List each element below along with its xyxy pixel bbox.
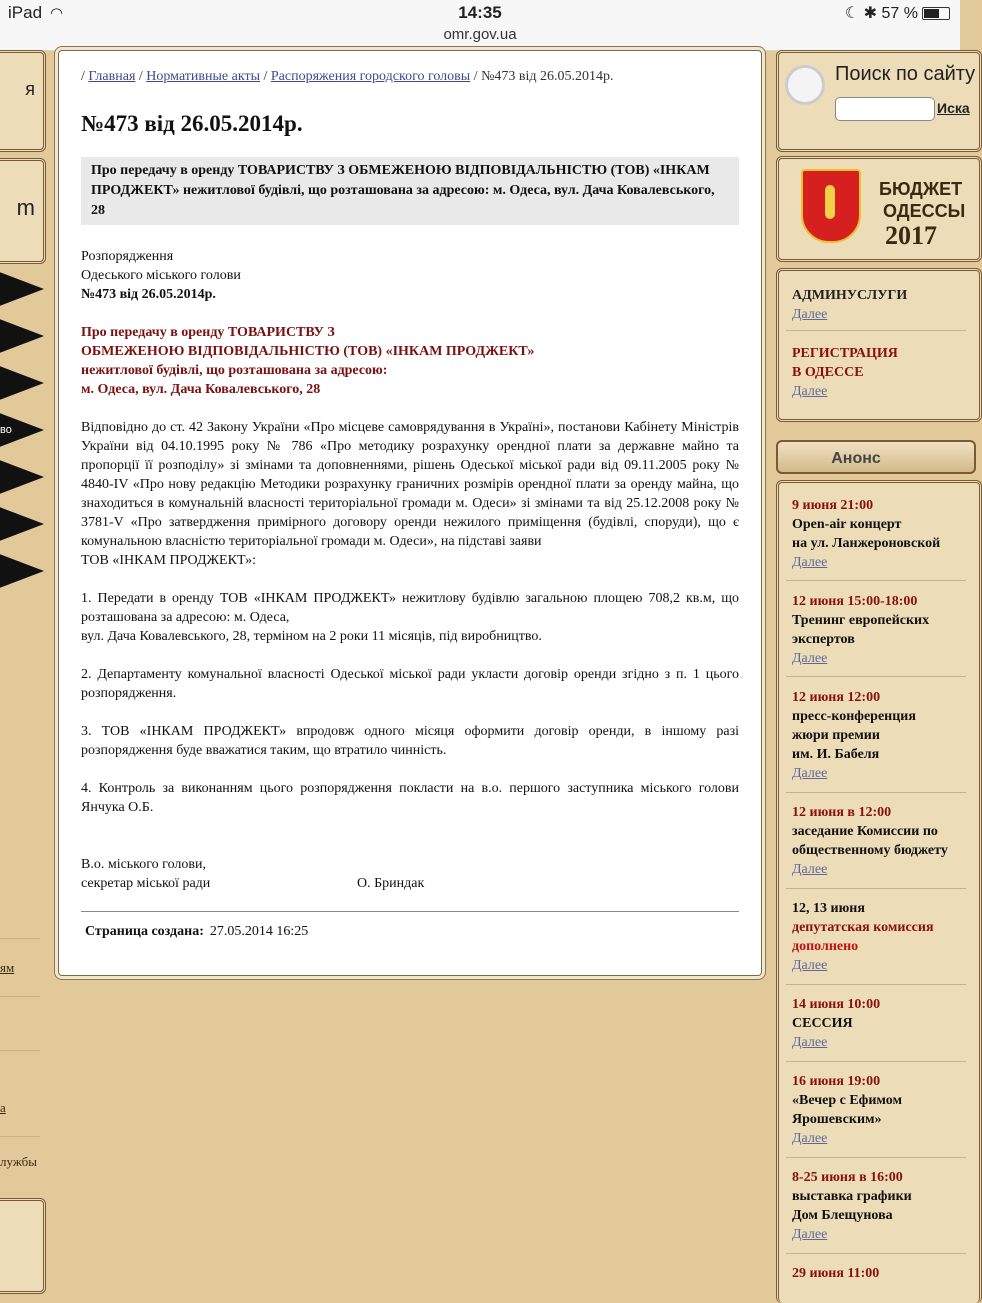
event-item[interactable] <box>792 688 972 783</box>
left-banner-1-text: я <box>25 79 35 99</box>
event-text: Тренинг европейских <box>792 613 930 628</box>
doc-heading-line: ОБМЕЖЕНОЮ ВІДПОВІДАЛЬНІСТЮ (ТОВ) «ІНКАМ ПРОДЖЕКТ» <box>81 344 535 359</box>
event-item[interactable] <box>792 1072 972 1148</box>
event-item[interactable] <box>792 899 972 975</box>
event-text: пресс-конференция <box>792 709 916 724</box>
address-bar-url[interactable]: omr.gov.ua <box>443 26 517 43</box>
doc-heading-line: нежитлової будівлі, що розташована за адресою: <box>81 363 388 378</box>
event-date: 8-25 июня в 16:00 <box>792 1170 903 1185</box>
doc-heading-line: м. Одеса, вул. Дача Ковалевського, 28 <box>81 382 321 397</box>
clock: 14:35 <box>458 3 502 22</box>
doc-item-3: 3. ТОВ «ІНКАМ ПРОДЖЕКТ» впродовж одного місяця оформити договір оренди, в іншому разі розпорядження буде вважатися таким, що втратило чинність. <box>81 724 739 758</box>
search-title: Поиск по сайту <box>835 63 976 85</box>
service-title: АДМИНУСЛУГИ <box>792 288 908 303</box>
left-link-3[interactable]: лужбы <box>0 1154 37 1169</box>
event-more-link[interactable]: Далее <box>792 766 828 781</box>
created-value: 27.05.2014 16:25 <box>209 924 309 939</box>
divider <box>786 1157 966 1158</box>
doc-item-4: 4. Контроль за виконанням цього розпорядження покласти на в.о. першого заступника міського голови Янчука О.Б. <box>81 781 739 815</box>
breadcrumb-normative-acts[interactable]: Нормативные акты <box>146 69 260 84</box>
event-date: 29 июня 11:00 <box>792 1266 880 1281</box>
left-banner-2[interactable] <box>0 158 46 264</box>
menu-arrow-6[interactable] <box>0 505 44 543</box>
signer-name: О. Бриндак <box>357 876 425 891</box>
status-right: ☾ ✱ 57 % <box>845 3 950 23</box>
event-date: 12 июня 12:00 <box>792 690 881 705</box>
event-text: им. И. Бабеля <box>792 747 880 762</box>
doc-number: №473 від 26.05.2014р. <box>81 287 216 302</box>
event-text: на ул. Ланжероновской <box>792 536 941 551</box>
event-text: заседание Комиссии по <box>792 824 938 839</box>
left-divider <box>0 996 40 997</box>
service-title: РЕГИСТРАЦИЯ <box>792 346 898 361</box>
doc-preamble-tail: ТОВ «ІНКАМ ПРОДЖЕКТ»: <box>81 553 257 568</box>
event-text: общественному бюджету <box>792 843 948 858</box>
right-sidebar <box>772 50 976 1281</box>
left-divider <box>0 1136 40 1137</box>
divider <box>786 1253 966 1254</box>
event-more-link[interactable]: Далее <box>792 555 828 570</box>
odessa-coat-of-arms-icon <box>801 169 861 243</box>
menu-arrow-2[interactable] <box>0 317 44 355</box>
divider <box>786 1061 966 1062</box>
divider <box>786 676 966 677</box>
left-sidebar <box>0 50 48 1280</box>
event-date: 16 июня 19:00 <box>792 1074 881 1089</box>
created-label: Страница создана: <box>85 924 204 939</box>
event-date: 9 июня 21:00 <box>792 498 874 513</box>
wifi-icon: ◠ <box>50 5 64 22</box>
service-adminuslugi[interactable] <box>792 286 907 324</box>
service-registration[interactable] <box>792 344 898 401</box>
divider <box>786 792 966 793</box>
event-date: 12 июня в 12:00 <box>792 805 892 820</box>
divider <box>786 888 966 889</box>
event-text: СЕССИЯ <box>792 1016 853 1031</box>
event-text: экспертов <box>792 632 855 647</box>
page-created <box>81 924 739 940</box>
breadcrumb-home[interactable]: Главная <box>88 69 136 84</box>
divider <box>786 330 966 331</box>
event-more-link[interactable]: Далее <box>792 958 828 973</box>
event-date: 12 июня 15:00-18:00 <box>792 594 918 609</box>
event-text: Open-air концерт <box>792 517 902 532</box>
event-text: Ярошевским» <box>792 1112 882 1127</box>
doc-head-line: Розпорядження <box>81 249 174 264</box>
battery-icon <box>922 7 950 20</box>
event-item[interactable] <box>792 1264 972 1283</box>
search-icon <box>785 65 825 105</box>
divider <box>786 984 966 985</box>
left-banner-2-text: m <box>16 195 35 220</box>
breadcrumb-current: №473 від 26.05.2014р. <box>481 69 614 84</box>
doc-item-1b: вул. Дача Ковалевського, 28, терміном на 2 роки 11 місяців, під виробництво. <box>81 629 542 644</box>
search-input[interactable] <box>835 97 935 121</box>
left-divider <box>0 938 40 939</box>
left-banner-3[interactable] <box>0 1198 46 1294</box>
event-more-link[interactable]: Далее <box>792 1131 828 1146</box>
service-title-2: В ОДЕССЕ <box>792 365 864 380</box>
event-text: Дом Блещунова <box>792 1208 893 1223</box>
document-body <box>81 247 739 893</box>
divider <box>786 580 966 581</box>
signer-title-2: секретар міської ради <box>81 876 211 891</box>
event-item[interactable] <box>792 592 972 668</box>
event-text: жюри премии <box>792 728 880 743</box>
event-text: депутатская комиссия <box>792 920 934 935</box>
search-button[interactable]: Иска <box>937 100 970 116</box>
event-more-link[interactable]: Далее <box>792 862 828 877</box>
left-link-1[interactable]: ям <box>0 960 15 975</box>
event-item[interactable] <box>792 803 972 879</box>
event-more-link[interactable]: Далее <box>792 1035 828 1050</box>
footer-divider <box>81 911 739 912</box>
menu-arrow-7[interactable] <box>0 552 44 590</box>
device-label: iPad ◠ <box>8 3 64 22</box>
event-more-link[interactable]: Далее <box>792 1227 828 1242</box>
event-item[interactable] <box>792 496 972 572</box>
ios-status-bar <box>0 0 960 51</box>
budget-line-2: ОДЕССЫ <box>883 201 966 221</box>
main-content <box>58 50 762 976</box>
event-more-link[interactable]: Далее <box>792 651 828 666</box>
doc-head-line: Одеського міського голови <box>81 268 241 283</box>
breadcrumb-orders[interactable]: Распоряжения городского головы <box>270 69 471 84</box>
event-added-badge: дополнено <box>792 939 859 954</box>
menu-arrow-1[interactable] <box>0 270 44 308</box>
document-subject: Про передачу в оренду ТОВАРИСТВУ З ОБМЕЖЕНОЮ ВІДПОВІДАЛЬНІСТЮ (ТОВ) «ІНКАМ ПРОДЖЕКТ» нежитлової будівлі, що розташована за адресою: м. Одеса, вул. Дача Ковалевського, 28 <box>81 157 739 225</box>
doc-item-2: 2. Департаменту комунальної власності Одеської міської ради укласти договір оренди згідно з п. 1 цього розпорядження. <box>81 667 739 701</box>
event-date: 14 июня 10:00 <box>792 997 881 1012</box>
budget-banner[interactable] <box>776 156 982 262</box>
battery-percent: 57 % <box>881 5 918 22</box>
service-more-link[interactable]: Далее <box>792 307 828 322</box>
page-title: №473 від 26.05.2014р. <box>81 111 303 136</box>
budget-year: 2017 <box>885 221 937 250</box>
menu-arrow-4-text: во <box>0 424 12 436</box>
signer-title-1: В.о. міського голови, <box>81 857 206 872</box>
menu-arrow-5[interactable] <box>0 458 44 496</box>
event-item[interactable] <box>792 1168 972 1244</box>
signature-block <box>81 855 739 893</box>
left-link-2[interactable]: а <box>0 1100 6 1115</box>
event-text: «Вечер с Ефимом <box>792 1093 903 1108</box>
budget-line-1: БЮДЖЕТ <box>879 179 963 199</box>
event-text: выставка графики <box>792 1189 912 1204</box>
breadcrumb: / Главная / Нормативные акты / Распоряжения городского головы / №473 від 26.05.2014р. <box>81 69 614 84</box>
doc-preamble: Відповідно до ст. 42 Закону України «Про місцеве самоврядування в Україні», постанови Кабінету Міністрів України від 04.10.1995 року № 786 «Про методику розрахунку орендної плати за державне майно та пропорції її розподілу» зі змінами та доповненнями, рішень Одеської міської ради від 09.11.2005 року № 4840-IV «Про нову редакцію Методики розрахунку граничних розмірів орендної плати за оренду майна, що знаходиться в комунальній власності територіальної громади м. Одеси» зі змінами та від 25.12.2008 року № 3781-V «Про затвердження примірного договору оренди нежилого приміщення (будівлі, споруди), що є комунальною власністю територіальної громади м. Одеси», на підставі заяви <box>81 420 739 549</box>
menu-arrow-3[interactable] <box>0 364 44 402</box>
doc-heading-line: Про передачу в оренду ТОВАРИСТВУ З <box>81 325 335 340</box>
event-date: 12, 13 июня <box>792 901 865 916</box>
announcements-header: Анонс <box>776 440 976 474</box>
doc-item-1a: 1. Передати в оренду ТОВ «ІНКАМ ПРОДЖЕКТ» нежитлову будівлю загальною площею 708,2 кв.м, що розташована за адресою: м. Одеса, <box>81 591 739 625</box>
event-item[interactable] <box>792 995 972 1052</box>
left-divider <box>0 1050 40 1051</box>
left-banner-1[interactable] <box>0 50 46 152</box>
search-box <box>776 50 982 152</box>
service-more-link[interactable]: Далее <box>792 384 828 399</box>
